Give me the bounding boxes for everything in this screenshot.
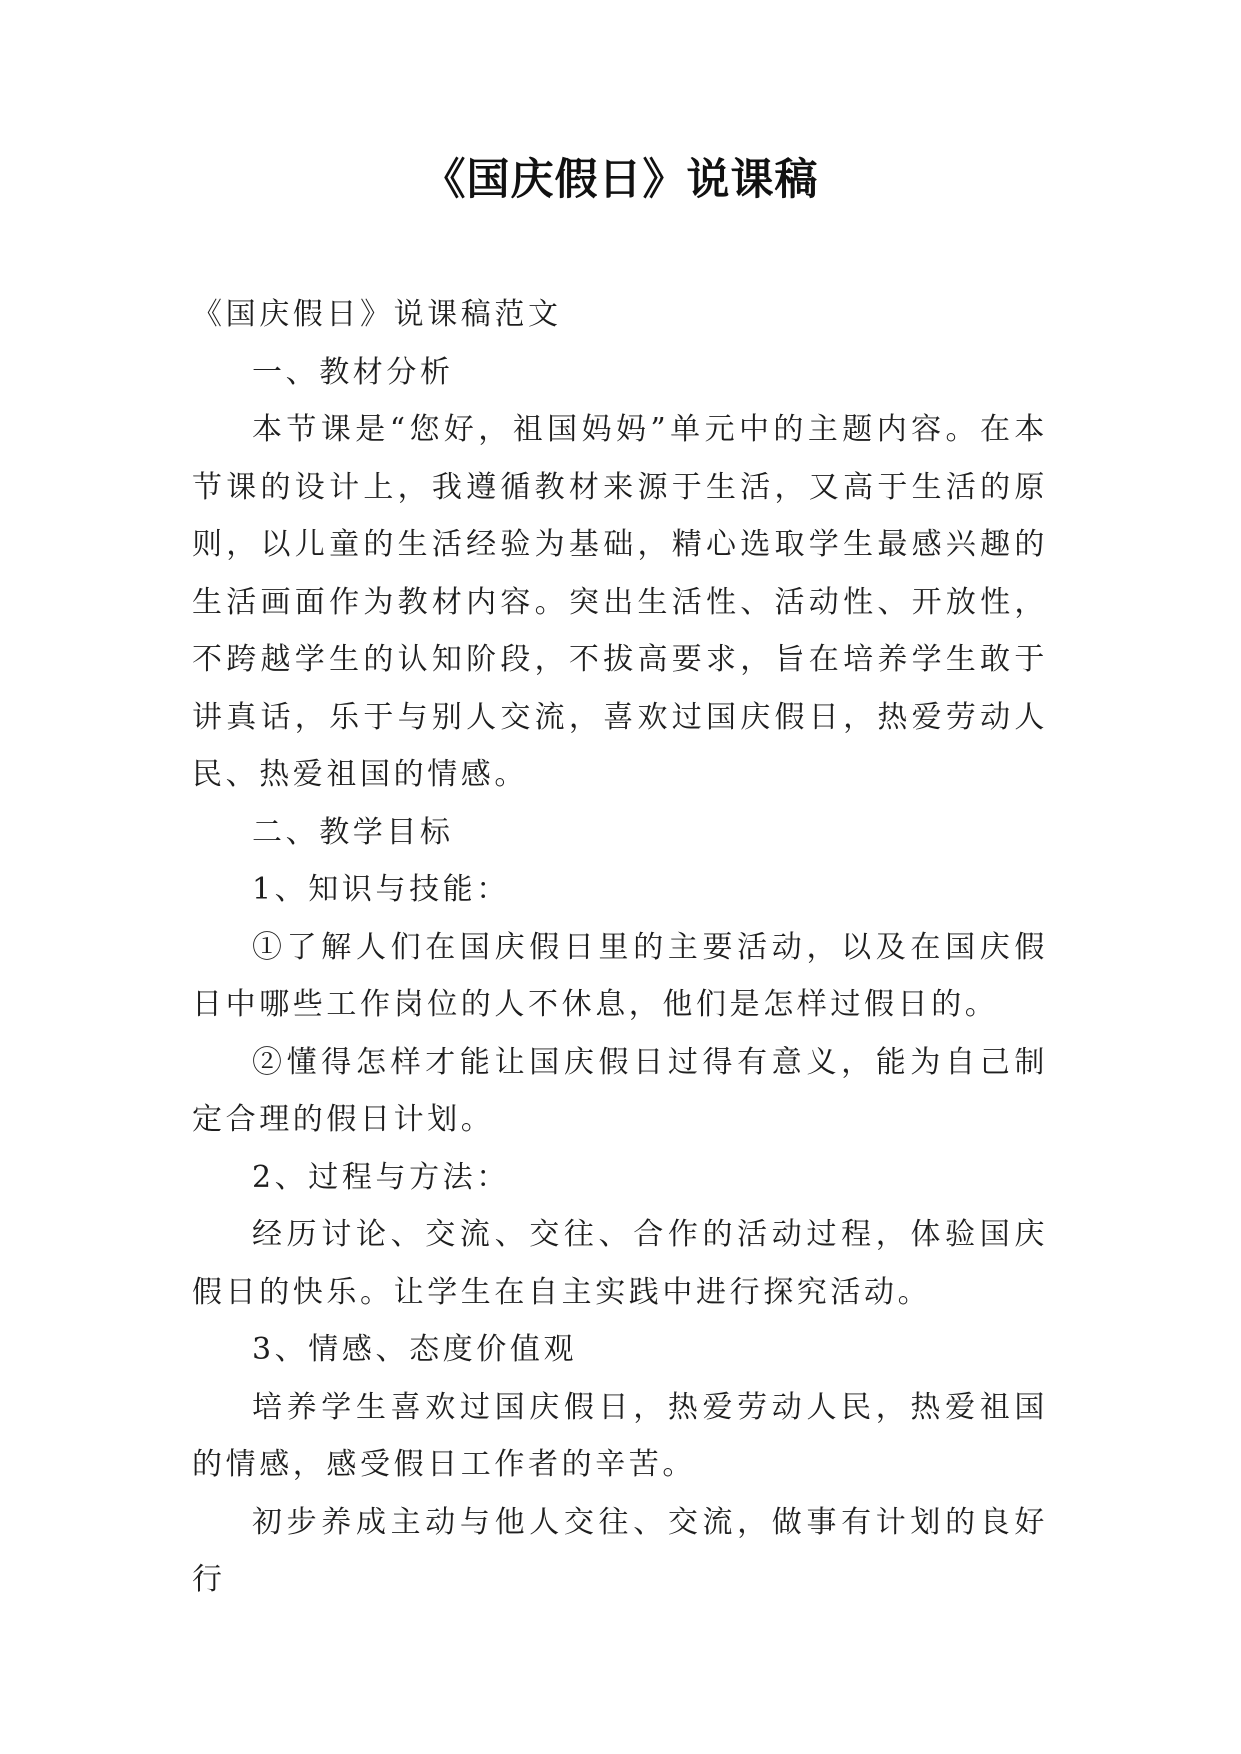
- document-body: [192, 286, 1048, 1609]
- subtitle-paragraph: 《国庆假日》说课稿范文: [192, 297, 562, 332]
- document-title: 《国庆假日》说课稿: [422, 155, 819, 205]
- body-paragraph: 培养学生喜欢过国庆假日，热爱劳动人民，热爱祖国的情感，感受假日工作者的辛苦。: [192, 1389, 1048, 1482]
- subheading-process-method: 2、过程与方法：: [252, 1159, 510, 1195]
- body-paragraph: 经历讨论、交流、交往、合作的活动过程，体验国庆假日的快乐。让学生在自主实践中进行探究活动。: [192, 1217, 1048, 1310]
- section-heading-material-analysis: 一、教材分析: [252, 354, 454, 390]
- body-paragraph: 初步养成主动与他人交往、交流，做事有计划的良好行: [192, 1504, 1048, 1597]
- body-paragraph: 本节课是“您好，祖国妈妈”单元中的主题内容。在本节课的设计上，我遵循教材来源于生活，又高于生活的原则，以儿童的生活经验为基础，精心选取学生最感兴趣的生活画面作为教材内容。突出生活性、活动性、开放性，不跨越学生的认知阶段，不拔高要求，旨在培养学生敢于讲真话，乐于与别人交流，喜欢过国庆假日，热爱劳动人民、热爱祖国的情感。: [192, 412, 1048, 792]
- goal-item-1: ①了解人们在国庆假日里的主要活动，以及在国庆假日中哪些工作岗位的人不休息，他们是怎样过假日的。: [192, 929, 1048, 1022]
- section-heading-teaching-goals: 二、教学目标: [252, 814, 454, 850]
- subheading-emotion-values: 3、情感、态度价值观: [252, 1332, 578, 1367]
- goal-item-2: ②懂得怎样才能让国庆假日过得有意义，能为自己制定合理的假日计划。: [192, 1044, 1048, 1137]
- subheading-knowledge-skills: 1、知识与技能：: [252, 872, 510, 907]
